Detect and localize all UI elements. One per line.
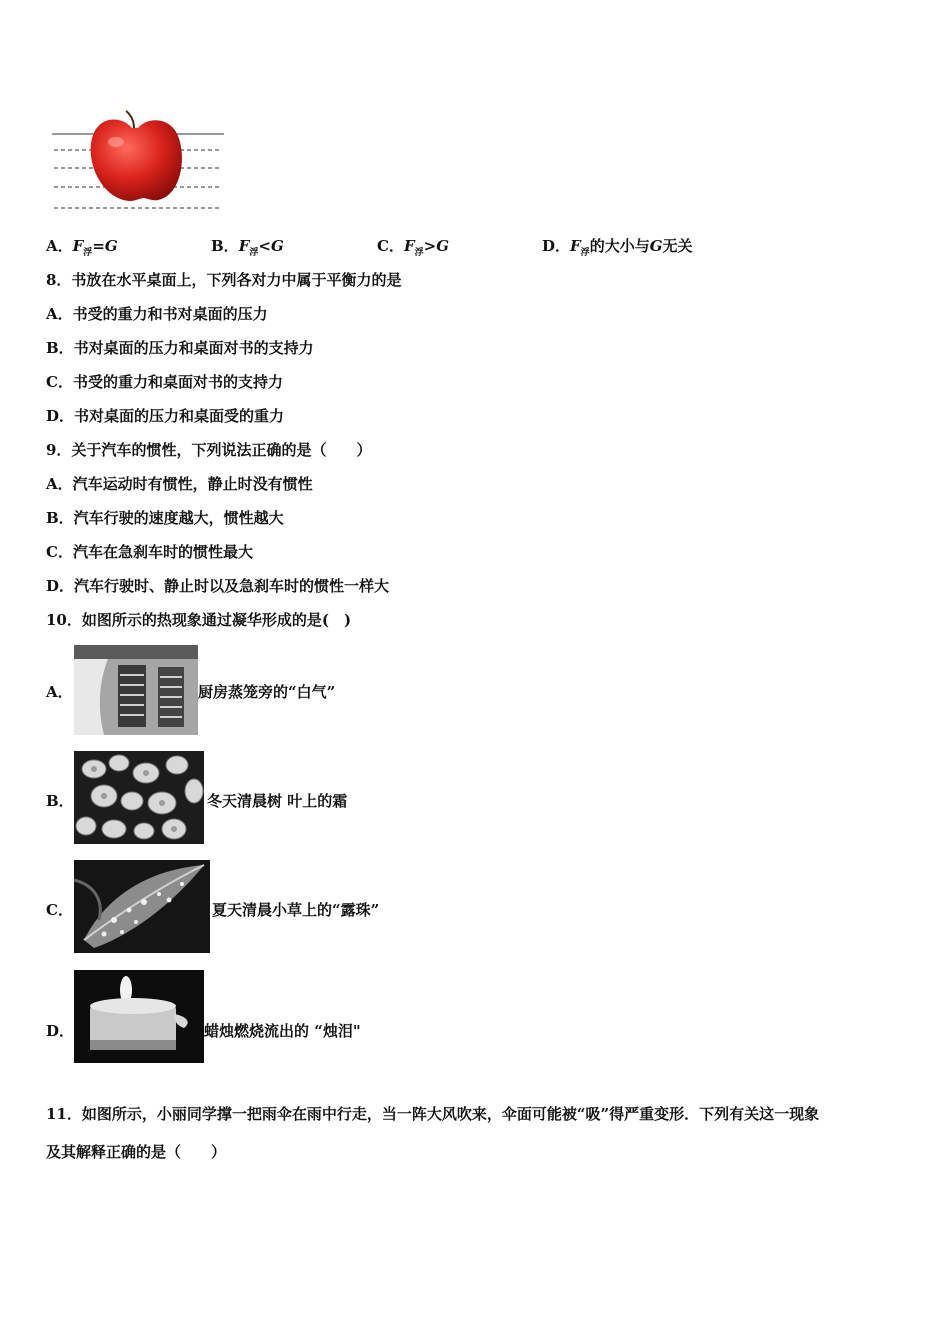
q10-option-b-text: 冬天清晨树 叶上的霜 (207, 792, 348, 810)
q9-option-d[interactable]: D．汽车行驶时、静止时以及急刹车时的惯性一样大 (46, 577, 390, 595)
q7-option-d[interactable]: D．$F_浮$的大小与G无关 (542, 237, 693, 258)
q10-option-a-text: 厨房蒸笼旁的“白气” (198, 683, 336, 701)
q10-option-b-letter[interactable]: B． (46, 792, 74, 810)
q8-stem: 8．书放在水平桌面上，下列各对力中属于平衡力的是 (46, 271, 402, 289)
q9-stem: 9．关于汽车的惯性，下列说法正确的是（ ） (46, 441, 372, 459)
q8-option-d[interactable]: D．书对桌面的压力和桌面受的重力 (46, 407, 285, 425)
q9-option-a[interactable]: A．汽车运动时有惯性，静止时没有惯性 (46, 475, 313, 493)
q8-option-a[interactable]: A．书受的重力和书对桌面的压力 (46, 305, 268, 323)
candle-photo (74, 970, 204, 1063)
q10-option-c-text: 夏天清晨小草上的“露珠” (212, 901, 380, 919)
q11-stem-line1: 11．如图所示，小丽同学撑一把雨伞在雨中行走，当一阵大风吹来，伞面可能被“吸”得严重变形．下列有关这一现象 (46, 1105, 820, 1123)
q10-option-d-text: 蜡烛燃烧流出的 “烛泪" (204, 1022, 361, 1040)
steamer-photo (74, 645, 198, 735)
frost-leaves-photo (74, 751, 204, 844)
q7-options (46, 236, 906, 256)
q11-stem-line2: 及其解释正确的是（ ） (46, 1143, 227, 1161)
q7-option-a[interactable]: A．$F_浮=G$ (46, 237, 118, 258)
q10-option-d-letter[interactable]: D． (46, 1022, 75, 1040)
q10-option-c-letter[interactable]: C． (46, 901, 73, 919)
q9-option-b[interactable]: B．汽车行驶的速度越大，惯性越大 (46, 509, 284, 527)
q9-option-c[interactable]: C．汽车在急刹车时的惯性最大 (46, 543, 253, 561)
dew-grass-photo (74, 860, 210, 953)
apple-floating-figure (50, 108, 226, 216)
q7-option-b[interactable]: B．$F_浮<G$ (211, 237, 284, 258)
q10-stem: 10．如图所示的热现象通过凝华形成的是( ) (46, 611, 352, 629)
q10-option-a-letter[interactable]: A． (46, 683, 73, 701)
q7-option-c[interactable]: C．$F_浮>G$ (377, 237, 450, 258)
q8-option-b[interactable]: B．书对桌面的压力和桌面对书的支持力 (46, 339, 314, 357)
q8-option-c[interactable]: C．书受的重力和桌面对书的支持力 (46, 373, 283, 391)
